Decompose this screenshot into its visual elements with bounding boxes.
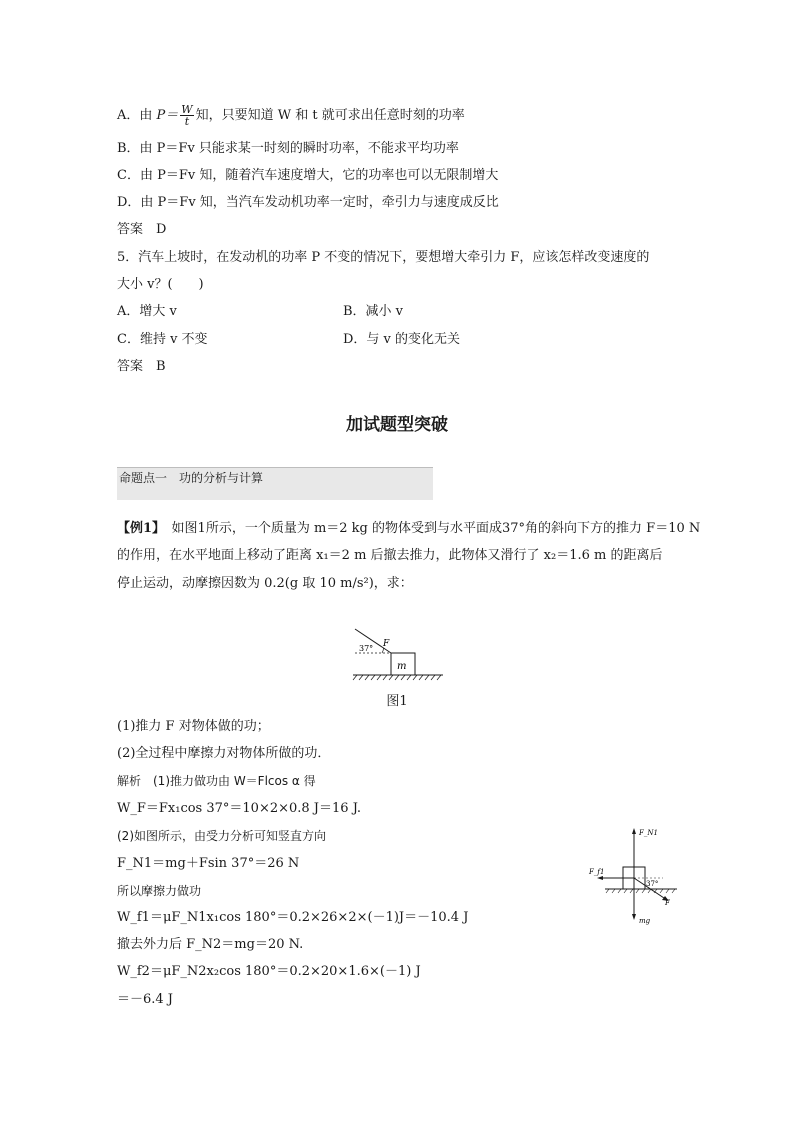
topic-bar (117, 467, 433, 500)
solution-line8: W_f2＝μF_N2x₂cos 180°＝0.2×20×1.6×(－1) J (117, 964, 421, 979)
fraction-numerator: W (181, 103, 193, 116)
figure-1-caption: 图1 (386, 694, 408, 709)
ground-hatching (353, 675, 441, 680)
weight-arrowhead (632, 914, 636, 920)
normal-force-label: F_N1 (639, 829, 658, 837)
example-line1-text: 如图1所示，一个质量为 m＝2 kg 的物体受到与水平面成37°角的斜向下方的推力 F＝10 N (158, 521, 701, 536)
angle-label: 37° (359, 644, 374, 653)
q5-option-b: B．减小 v (343, 304, 404, 319)
normal-force-arrowhead (632, 828, 636, 834)
q4-option-b: B．由 P＝Fv 只能求某一时刻的瞬时功率，不能求平均功率 (117, 141, 459, 156)
q4-option-d: D．由 P＝Fv 知，当汽车发动机功率一定时，牵引力与速度成反比 (117, 195, 499, 210)
block-mass-label: m (397, 661, 407, 672)
q4-option-c: C．由 P＝Fv 知，随着汽车速度增大，它的功率也可以无限制增大 (117, 168, 499, 183)
friction-arrowhead (597, 876, 603, 880)
solution-line3: (2)如图所示，由受力分析可知竖直方向 (117, 829, 326, 843)
section-title: 加试题型突破 (346, 415, 448, 435)
q4-option-a-text: 知，只要知道 W 和 t 就可求出任意时刻的功率 (195, 108, 465, 123)
q5-option-a: A．增大 v (117, 304, 177, 319)
q4-option-a-prefix: A．由 (117, 108, 157, 123)
q5-option-d: D．与 v 的变化无关 (343, 332, 461, 347)
solution-line6: W_f1＝μF_N1x₁cos 180°＝0.2×26×2×(－1)J＝－10.4 J (117, 910, 469, 925)
q4-option-a (117, 104, 465, 127)
free-body-diagram (585, 825, 685, 930)
example-tag: 【例1】 (117, 521, 159, 536)
solution-line2: W_F＝Fx₁cos 37°＝10×2×0.8 J＝16 J. (117, 801, 362, 816)
sub-question-1: (1)推力 F 对物体做的功； (117, 719, 270, 734)
example-line3: 停止运动，动摩擦因数为 0.2(g 取 10 m/s²)，求： (117, 576, 413, 591)
ground-hatching-fbd (606, 889, 675, 893)
solution-line4: F_N1＝mg＋Fsin 37°＝26 N (117, 856, 300, 871)
fbd-angle-label: 37° (646, 880, 659, 888)
solution-line9: ＝－6.4 J (117, 992, 174, 1007)
push-force-label: F (665, 899, 670, 907)
fraction-w-over-t (180, 104, 193, 127)
topic-label: 命题点一 功的分析与计算 (119, 471, 264, 485)
sub-question-2: (2)全过程中摩擦力对物体所做的功． (117, 746, 331, 761)
q4-option-a-eq: P＝ (156, 108, 179, 123)
example-line1 (117, 520, 700, 538)
q5-stem-line1: 5．汽车上坡时，在发动机的功率 P 不变的情况下，要想增大牵引力 F，应该怎样改变速度的 (117, 250, 650, 265)
fraction-denominator: t (184, 115, 190, 128)
solution-line1: 解析 (1)推力做功由 W＝Flcos α 得 (117, 774, 316, 788)
q5-answer: 答案 B (117, 359, 166, 374)
force-label: F (383, 639, 390, 649)
example-line2: 的作用，在水平地面上移动了距离 x₁＝2 m 后撤去推力，此物体又滑行了 x₂＝1.6 m 的距离后 (117, 548, 663, 563)
figure-1-diagram (345, 622, 450, 682)
q4-answer: 答案 D (117, 222, 167, 237)
solution-line7: 撤去外力后 F_N2＝mg＝20 N. (117, 937, 304, 952)
q5-option-c: C．维持 v 不变 (117, 332, 208, 347)
weight-label: mg (639, 917, 651, 925)
solution-line5: 所以摩擦力做功 (117, 884, 202, 898)
friction-label: F_f1 (589, 868, 605, 876)
q5-stem-line2: 大小 v？( ) (117, 277, 204, 292)
